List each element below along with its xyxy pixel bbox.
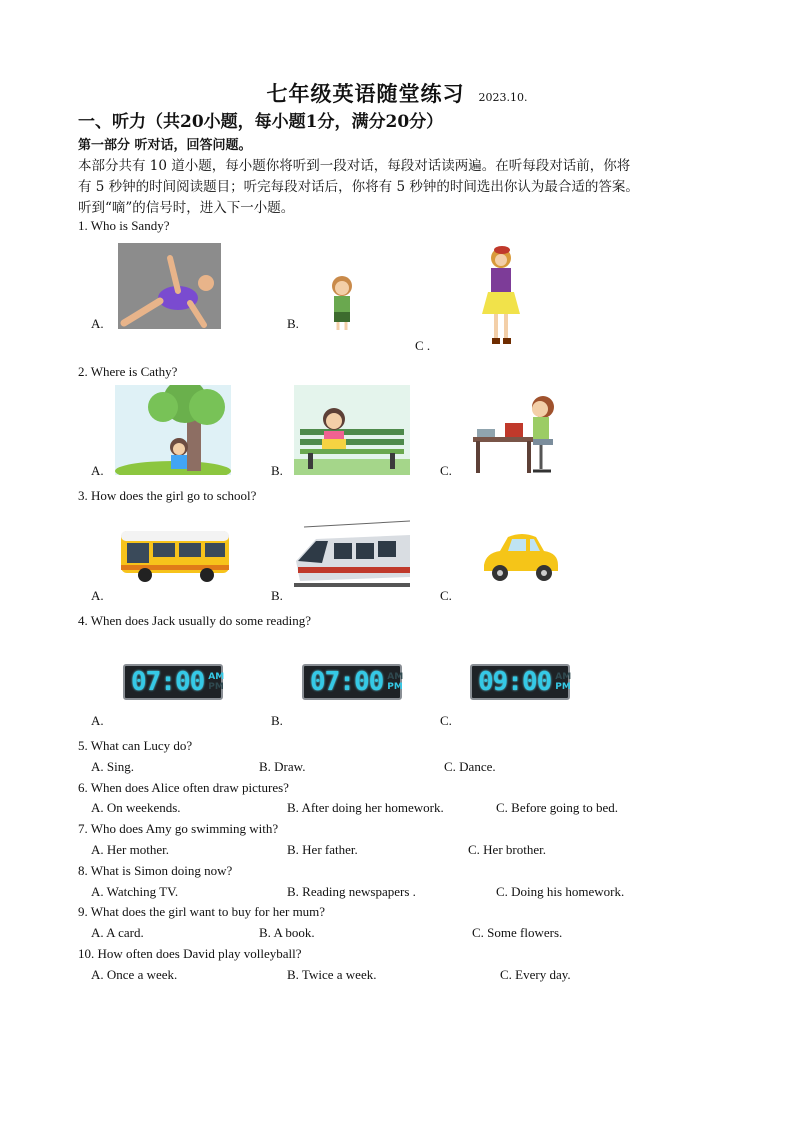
q7-option-c[interactable]: C. Her brother.: [468, 842, 546, 857]
girl-on-bench-image: [294, 385, 410, 475]
clock-b-pm: PM: [387, 682, 403, 692]
tram-image: [294, 519, 410, 593]
girl-under-tree-image: [115, 385, 231, 475]
title-text: 七年级英语随堂练习: [266, 81, 465, 106]
question-4: 4. When does Jack usually do some reading?: [78, 613, 311, 628]
clock-0700-am: [123, 664, 223, 700]
q9-option-c[interactable]: C. Some flowers.: [472, 925, 563, 940]
q6-option-a[interactable]: A. On weekends.: [91, 800, 181, 815]
q7-option-a[interactable]: A. Her mother.: [91, 842, 169, 857]
q4-option-a[interactable]: A.: [91, 713, 104, 728]
question-7: 7. Who does Amy go swimming with?: [78, 821, 279, 836]
yoga-woman-image: [118, 243, 221, 329]
clock-b-am: AM: [387, 672, 404, 682]
q3-option-c[interactable]: C.: [440, 588, 452, 603]
clock-a-am: AM: [208, 672, 225, 682]
clock-a-pm: PM: [208, 682, 224, 692]
clock-c-digits: 09:00: [478, 667, 552, 697]
q8-option-a[interactable]: A. Watching TV.: [91, 884, 179, 899]
girl-at-desk-image: [473, 385, 569, 475]
q2-option-c[interactable]: C.: [440, 463, 452, 478]
question-3: 3. How does the girl go to school?: [78, 488, 257, 503]
q1-option-b[interactable]: B.: [287, 316, 299, 331]
question-1: 1. Who is Sandy?: [78, 218, 170, 233]
q7-option-b[interactable]: B. Her father.: [287, 842, 358, 857]
clock-0900-pm: [470, 664, 570, 700]
date-label: 2023.10.: [478, 91, 528, 104]
question-10: 10. How often does David play volleyball?: [78, 946, 302, 961]
q4-option-c[interactable]: C.: [440, 713, 452, 728]
q2-option-b[interactable]: B.: [271, 463, 283, 478]
question-2: 2. Where is Cathy?: [78, 364, 178, 379]
small-girl-image: [325, 272, 359, 332]
q9-option-a[interactable]: A. A card.: [91, 925, 144, 940]
q5-option-c[interactable]: C. Dance.: [444, 759, 496, 774]
q10-option-b[interactable]: B. Twice a week.: [287, 967, 377, 982]
section-title: 一、听力（共20小题，每小题1分，满分20分）: [78, 112, 444, 132]
q10-option-c[interactable]: C. Every day.: [500, 967, 571, 982]
page-title: [0, 78, 794, 108]
clock-c-am: AM: [555, 672, 572, 682]
question-9: 9. What does the girl want to buy for her mum?: [78, 904, 326, 919]
question-5: 5. What can Lucy do?: [78, 738, 193, 753]
q1-option-c[interactable]: C .: [415, 338, 431, 353]
q1-option-a[interactable]: A.: [91, 316, 104, 331]
q8-option-c[interactable]: C. Doing his homework.: [496, 884, 625, 899]
q10-option-a[interactable]: A. Once a week.: [91, 967, 178, 982]
bus-image: [117, 525, 232, 585]
q8-option-b[interactable]: B. Reading newspapers .: [287, 884, 416, 899]
clock-a-digits: 07:00: [131, 667, 205, 697]
q3-option-b[interactable]: B.: [271, 588, 283, 603]
intro-line-3: 听到“嘀”的信号时，进入下一小题。: [78, 200, 295, 216]
clock-c-pm: PM: [555, 682, 571, 692]
clock-b-digits: 07:00: [310, 667, 384, 697]
clock-0700-pm: [302, 664, 402, 700]
intro-line-2: 有 5 秒钟的时间阅读题目；听完每段对话后，你将有 5 秒钟的时间选出你认为最合适的答案。: [78, 179, 639, 195]
q5-option-a[interactable]: A. Sing.: [91, 759, 134, 774]
q3-option-a[interactable]: A.: [91, 588, 104, 603]
intro-line-1: 本部分共有 10 道小题，每小题你将听到一段对话，每段对话读两遍。在听每段对话前，你将: [78, 158, 631, 174]
tall-girl-image: [476, 244, 526, 348]
q6-option-c[interactable]: C. Before going to bed.: [496, 800, 619, 815]
q9-option-b[interactable]: B. A book.: [259, 925, 315, 940]
question-8: 8. What is Simon doing now?: [78, 863, 233, 878]
car-image: [478, 527, 562, 585]
part-title: 第一部分 听对话，回答问题。: [78, 138, 252, 153]
q2-option-a[interactable]: A.: [91, 463, 104, 478]
q5-option-b[interactable]: B. Draw.: [259, 759, 306, 774]
question-6: 6. When does Alice often draw pictures?: [78, 780, 289, 795]
q4-option-b[interactable]: B.: [271, 713, 283, 728]
q6-option-b[interactable]: B. After doing her homework.: [287, 800, 444, 815]
